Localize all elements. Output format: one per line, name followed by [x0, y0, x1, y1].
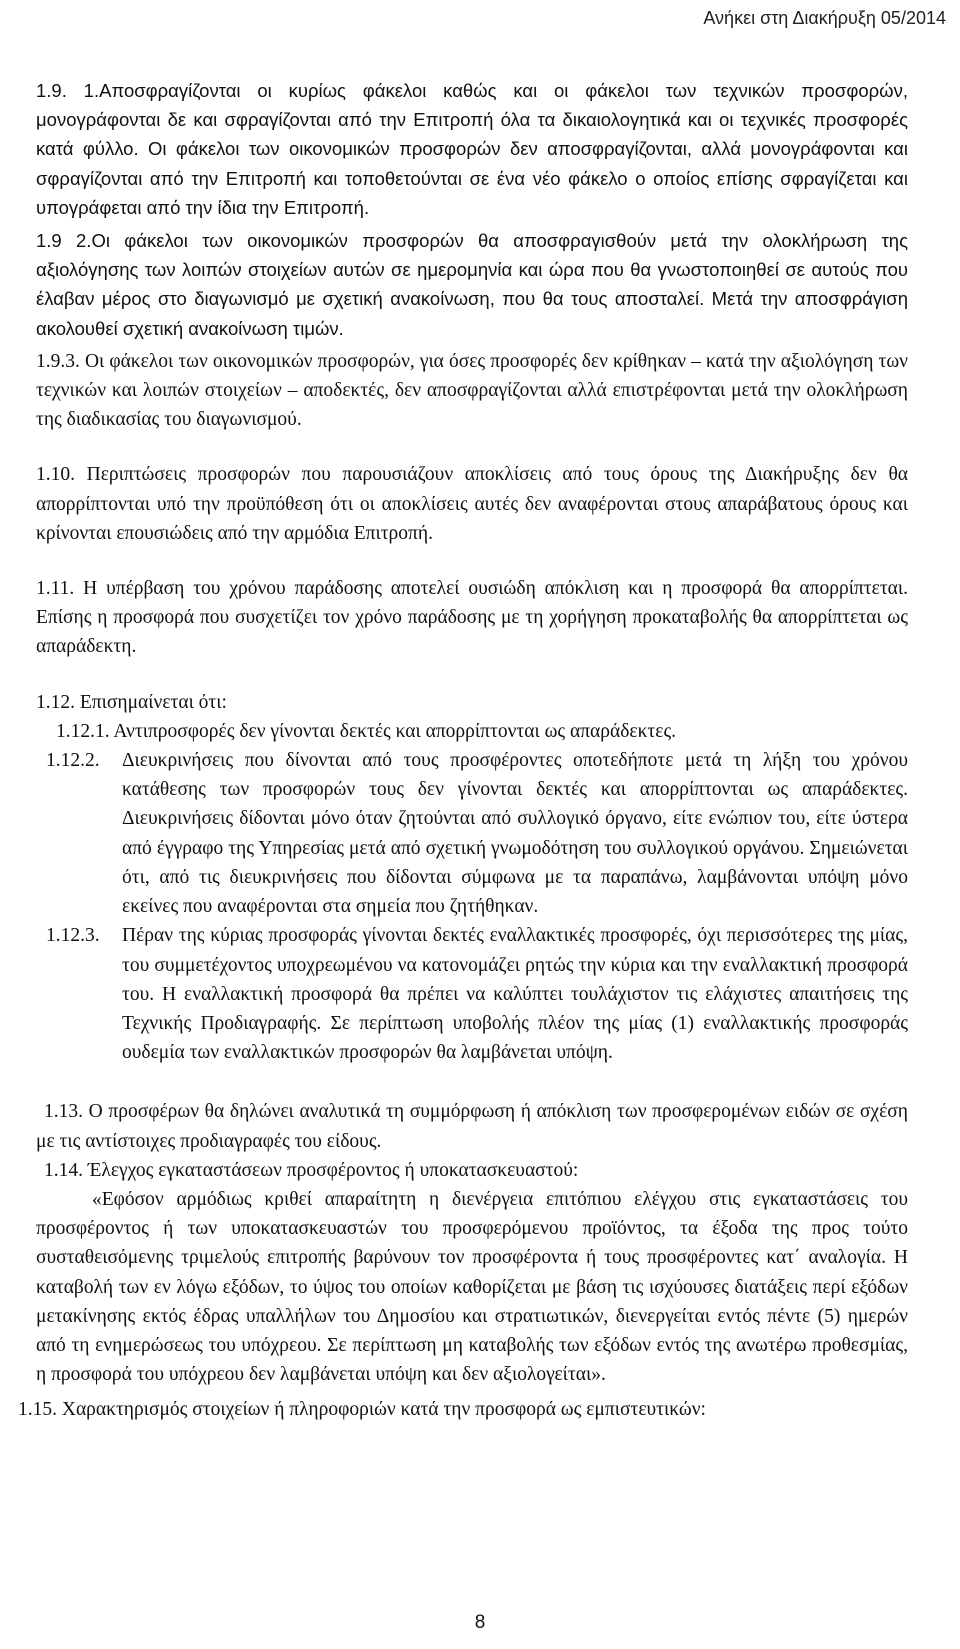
paragraph-1-14-quote: «Εφόσον αρμόδιως κριθεί απαραίτητη η διενέργεια επιτόπιου ελέγχου στις εγκαταστάσεις του προσφέροντος ή των υποκατασκευαστών του προσφερόμενου προϊόντος, τα έξοδα της προς τούτο συσταθεισόμενης τριμελούς επιτροπής βαρύνουν τον προσφέροντα ή τους προσφέροντες κατ΄ αναλογία. Η καταβολή των εν λόγω εξόδων, το ύψος του οποίων καθορίζεται με βάση τις ισχύουσες διατάξεις περί εξόδων μετακίνησης εκτός έδρας υπαλλήλων του Δημοσίου και στρατιωτικών, διενεργείται εντός πέντε (5) ημερών από τη ενημερώσεως του υπόχρεου. Σε περίπτωση μη καταβολής των εξόδων εντός της ανωτέρω προθεσμίας, η προσφορά του υπόχρεου δεν λαμβάνεται υπόψη και δεν αξιολογείται». [36, 1188, 908, 1386]
paragraph-1-12-2-text: Διευκρινήσεις που δίνονται από τους προσφέροντες οποτεδήποτε μετά τη λήξη του χρόνου κατάθεσης των προσφορών τους δεν γίνονται δεκτές και απορρίπτονται ως απαράδεκτες. Διευκρινήσεις δίδονται μόνο όταν ζητούνται από συλλογικό όργανο, είτε ενώπιον του, είτε ύστερα από έγγραφο της Υπηρεσίας μετά από σχετική γνωμοδότηση του συλλογικού οργάνου. Σημειώνεται ότι, από τις διευκρινήσεις που δίδονται σύμφωνα με τα παραπάνω, λαμβάνονται υπόψη μόνο εκείνες που αναφέρονται στα σημεία που ζητήθηκαν. [122, 750, 908, 918]
paragraph-1-12-3-text: Πέραν της κύριας προσφοράς γίνονται δεκτές εναλλακτικές προσφορές, όχι περισσότερες της μίας, του συμμετέχοντος υποχρεωμένου να κατονομάζει ρητώς την κύρια και την εναλλακτική προσφορά του. Η εναλλακτική προσφορά θα πρέπει να καλύπτει τουλάχιστον τις ελάχιστες απαιτήσεις της Τεχνικής Προδιαγραφής. Σε περίπτωση υποβολής πλέον της μίας (1) εναλλακτικής προσφοράς ουδεμία των εναλλακτικών προσφορών θα λαμβάνεται υπόψη. [122, 925, 908, 1064]
page-number: 8 [474, 1612, 486, 1633]
paragraph-1-9-2: 1.9 2.Οι φάκελοι των οικονομικών προσφορών θα αποσφραγισθούν μετά την ολοκλήρωση της αξιολόγησης των λοιπών στοιχείων αυτών σε ημερομηνία και ώρα που θα γνωστοποιηθεί σε αυτούς που έλαβαν μέρος στο διαγωνισμό με σχετική ανακοίνωση, που θα τους αποσταλεί. Μετά την αποσφράγιση ακολουθεί σχετική ανακοίνωση τιμών. [36, 230, 908, 339]
paragraph-1-12-2-number: 1.12.2. [46, 750, 100, 772]
paragraph-1-11: 1.11. Η υπέρβαση του χρόνου παράδοσης αποτελεί ουσιώδη απόκλιση και η προσφορά θα απορρίπτεται. Επίσης η προσφορά που συσχετίζει τον χρόνο παράδοσης με τη χορήγηση προκαταβολής θα απορρίπτεται ως απαράδεκτη. [36, 578, 908, 658]
document-body [18, 76, 908, 1425]
paragraph-1-15: 1.15. Χαρακτηρισμός στοιχείων ή πληροφοριών κατά την προσφορά ως εμπιστευτικών: [18, 1399, 706, 1421]
paragraph-1-12-2 [46, 746, 908, 921]
paragraph-1-12: 1.12. Επισημαίνεται ότι: [36, 691, 227, 713]
paragraph-1-12-3 [46, 921, 908, 1067]
paragraph-1-14: 1.14. Έλεγχος εγκαταστάσεων προσφέροντος ή υποκατασκευαστού: [44, 1159, 579, 1181]
document-header: Ανήκει στη Διακήρυξη 05/2014 [703, 8, 946, 28]
paragraph-1-12-1: 1.12.1. Αντιπροσφορές δεν γίνονται δεκτές και απορρίπτονται ως απαράδεκτες. [56, 720, 677, 742]
paragraph-1-9-3: 1.9.3. Οι φάκελοι των οικονομικών προσφορών, για όσες προσφορές δεν κρίθηκαν – κατά την αξιολόγηση των τεχνικών και λοιπών στοιχείων – αποδεκτές, δεν αποσφραγίζονται αλλά επιστρέφονται μετά την ολοκλήρωση της διαδικασίας του διαγωνισμού. [36, 350, 908, 431]
paragraph-1-9-1: 1.9. 1.Αποσφραγίζονται οι κυρίως φάκελοι καθώς και οι φάκελοι των τεχνικών προσφορών, μονογράφονται δε και σφραγίζονται από την Επιτροπή όλα τα δικαιολογητικά και οι τεχνικές προσφορές κατά φύλλο. Οι φάκελοι των οικονομικών προσφορών δεν αποσφραγίζονται, αλλά μονογράφονται και σφραγίζονται από την Επιτροπή και τοποθετούνται σε ένα νέο φάκελο ο οποίος επίσης σφραγίζεται και υπογράφεται από την ίδια την Επιτροπή. [36, 80, 908, 218]
paragraph-1-13: 1.13. Ο προσφέρων θα δηλώνει αναλυτικά τη συμμόρφωση ή απόκλιση των προσφερομένων ειδών σε σχέση με τις αντίστοιχες προδιαγραφές του είδους. [36, 1101, 908, 1152]
paragraph-1-10: 1.10. Περιπτώσεις προσφορών που παρουσιάζουν αποκλίσεις από τους όρους της Διακήρυξης δεν θα απορρίπτονται υπό την προϋπόθεση ότι οι αποκλίσεις αυτές δεν αναφέρονται στους απαράβατους όρους και κρίνονται επουσιώδεις από την αρμόδια Επιτροπή. [36, 464, 908, 544]
paragraph-1-12-3-number: 1.12.3. [46, 925, 100, 947]
